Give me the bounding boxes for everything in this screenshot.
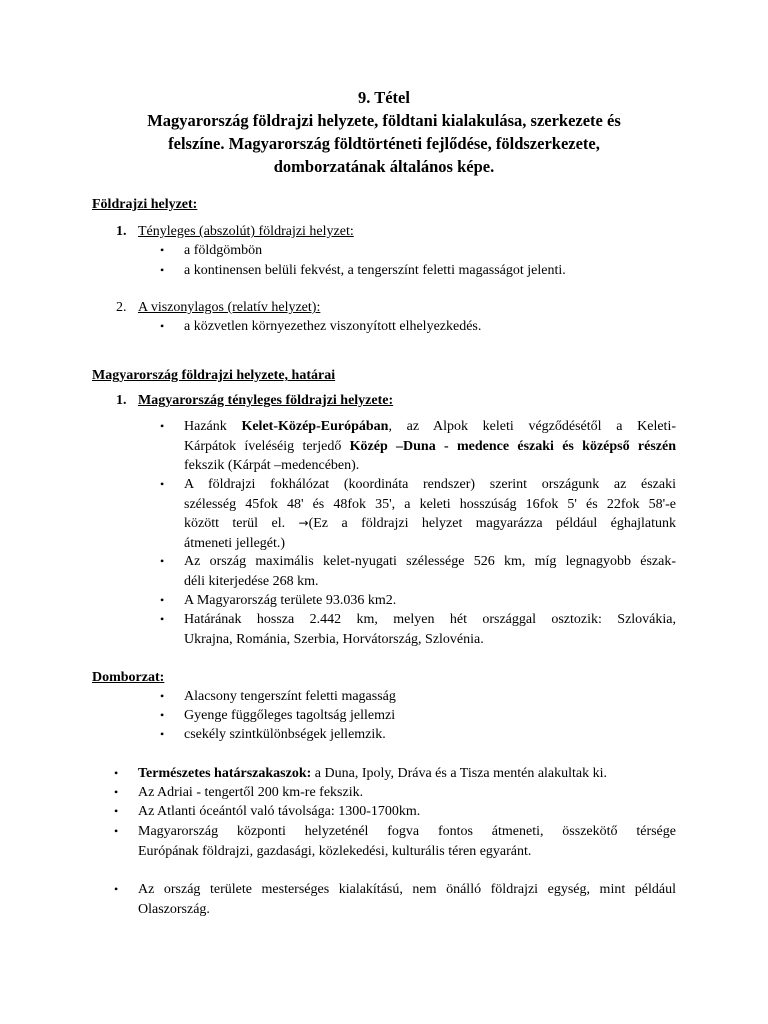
text-run: Az ország maximális kelet-nyugati szélessége 526 km, míg legnagyobb észak- <box>184 554 676 569</box>
text-run: átmeneti jellegét.) <box>184 535 286 551</box>
text-run-bold: Közép –Duna - medence északi és középső részén <box>349 438 677 454</box>
list-item: Az Adriai - tengertől 200 km-re fekszik. <box>138 785 364 800</box>
list-item <box>138 764 607 783</box>
list-item-label: A viszonylagos (relatív helyzet): <box>138 300 321 315</box>
bullet-icon: • <box>160 243 165 257</box>
paragraph-terulet: A Magyarország területe 93.036 km2. <box>184 593 397 608</box>
bullet-icon: • <box>160 319 165 333</box>
text-run: Európának földrajzi, gazdasági, közlekedési, kulturális téren egyaránt. <box>138 843 532 859</box>
text-run-bold: Kelet-Közép-Európában <box>241 419 389 434</box>
bullet-icon: • <box>114 824 119 838</box>
text-run: Olaszország. <box>138 901 210 917</box>
text-run: Ukrajna, Románia, Szerbia, Horvátország, Szlovénia. <box>184 631 484 647</box>
list-number: 2. <box>116 300 127 315</box>
bullet-icon: • <box>160 419 165 433</box>
list-item: Gyenge függőleges tagoltság jellemzi <box>184 708 396 723</box>
list-item: a földgömbön <box>184 243 263 258</box>
text-run: Magyarország központi helyzeténél fogva fontos átmeneti, összekötő térsége <box>138 824 676 839</box>
text-run: szélesség 45fok 48' és 48fok 35', a keleti hosszúság 16fok 5' és 22fok 58'-e <box>184 496 676 512</box>
title-line-2: Magyarország földrajzi helyzete, földtani kialakulása, szerkezete és <box>147 111 621 130</box>
text-run: Az ország területe mesterséges kialakítású, nem önálló földrajzi egység, mint például <box>138 882 676 897</box>
text-run: Kárpátok íveléséig terjedő <box>184 438 350 454</box>
bullet-icon: • <box>160 477 165 491</box>
bullet-icon: • <box>114 882 119 896</box>
arrow-right-icon: → <box>298 516 309 530</box>
list-item: a közvetlen környezethez viszonyított elhelyezkedés. <box>184 319 482 334</box>
title-line-1: 9. Tétel <box>358 88 410 107</box>
text-run: , az Alpok keleti végződésétől a Keleti- <box>388 419 676 434</box>
list-number: 1. <box>116 393 127 408</box>
paragraph-fekves <box>184 417 676 476</box>
list-number: 1. <box>116 224 127 239</box>
text-run: A földrajzi fokhálózat (koordináta rendszer) szerint országunk az északi <box>184 477 676 492</box>
bullet-icon: • <box>114 804 119 818</box>
paragraph-kiterjedes <box>184 552 676 591</box>
bullet-icon: • <box>160 593 165 607</box>
list-item: csekély szintkülönbségek jellemzik. <box>184 727 386 742</box>
bullet-icon: • <box>160 708 165 722</box>
bullet-icon: • <box>114 785 119 799</box>
text-run: Határának hossza 2.442 km, melyen hét országgal osztozik: Szlovákia, <box>184 612 676 627</box>
list-item <box>138 822 676 861</box>
section-heading-hatarai: Magyarország földrajzi helyzete, határai <box>92 368 336 383</box>
text-run: a Duna, Ipoly, Dráva és a Tisza mentén alakultak ki. <box>311 766 608 781</box>
title-line-3: felszíne. Magyarország földtörténeti fejlődése, földszerkezete, <box>168 134 600 153</box>
bullet-icon: • <box>160 612 165 626</box>
list-item-label: Magyarország tényleges földrajzi helyzete: <box>138 393 394 408</box>
list-item: a kontinensen belüli fekvést, a tengerszínt feletti magasságot jelenti. <box>184 263 566 278</box>
text-run: Hazánk <box>184 419 242 434</box>
bullet-icon: • <box>114 766 119 780</box>
bullet-icon: • <box>160 727 165 741</box>
bullet-icon: • <box>160 689 165 703</box>
list-item <box>138 880 676 919</box>
bullet-icon: • <box>160 554 165 568</box>
bullet-icon: • <box>160 263 165 277</box>
section-heading-domborzat: Domborzat: <box>92 670 165 685</box>
section-heading-foldrajzi-helyzet: Földrajzi helyzet: <box>92 197 198 212</box>
text-run: déli kiterjedése 268 km. <box>184 573 319 589</box>
text-run-bold: Természetes határszakaszok: <box>138 766 312 781</box>
text-run: között terül el. <box>184 516 299 531</box>
list-item: Alacsony tengerszínt feletti magasság <box>184 689 396 704</box>
paragraph-fokhalozat <box>184 475 676 553</box>
list-item-label: Tényleges (abszolút) földrajzi helyzet: <box>138 224 354 239</box>
text-run: (Ez a földrajzi helyzet magyarázza például éghajlatunk <box>308 516 676 531</box>
text-run: fekszik (Kárpát –medencében). <box>184 458 360 473</box>
paragraph-hatar <box>184 610 676 649</box>
page-title <box>92 86 676 178</box>
list-item: Az Atlanti óceántól való távolsága: 1300-1700km. <box>138 804 421 819</box>
title-line-4: domborzatának általános képe. <box>273 157 495 176</box>
